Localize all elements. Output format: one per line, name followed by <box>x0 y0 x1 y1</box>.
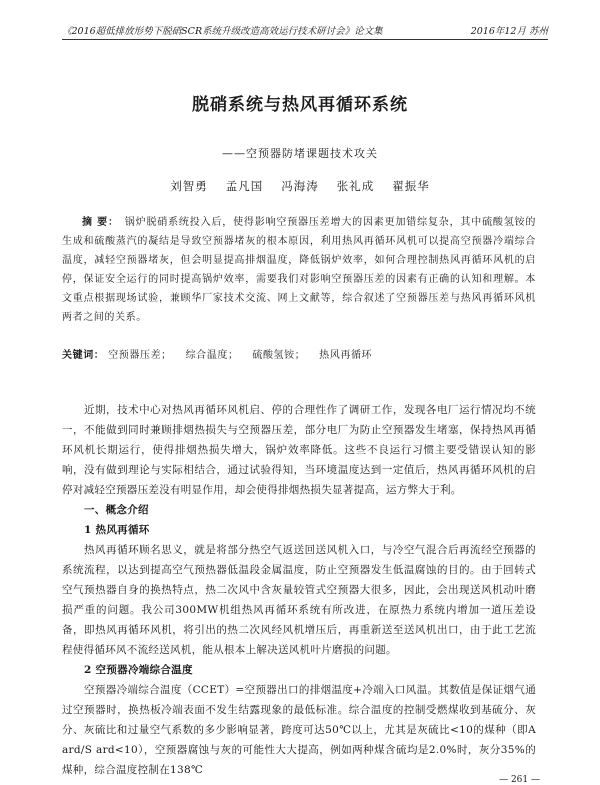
abstract <box>62 213 536 327</box>
author-list <box>0 178 600 194</box>
intro-paragraph: 近期，技术中心对热风再循环风机启、停的合理性作了调研工作，发现各电厂运行情况均不统一，不能做到同时兼顾排烟热损失与空预器压差，部分电厂为防止空预器发生堵塞，保持热风再循环风机长期运行，使得排烟热损失增大，锅炉效率降低。这些不良运行习惯主要受错误认知的影响，没有做到理论与实际相结合，通过试验得知，当环境温度达到一定值后，热风再循环风机的启停对减轻空预器压差没有明显作用，却会使得排烟热损失显著提高，运方弊大于利。 <box>62 404 536 496</box>
section-heading: 一、概念介绍 <box>84 504 149 516</box>
paper-title: 脱硝系统与热风再循环系统 <box>192 95 408 115</box>
subsection-heading: 2 空预器冷端综合温度 <box>84 664 193 676</box>
keyword: 硫酸氢铵； <box>252 350 306 361</box>
subsection-heading: 1 热风再循环 <box>84 524 150 536</box>
author: 翟振华 <box>392 179 430 193</box>
header-proceedings-title: 《2016超低排放形势下脱硝SCR系统升级改造高效运行技术研讨会》论文集 <box>62 26 383 37</box>
paragraph: 空预器冷端综合温度（CCET）=空预器出口的排烟温度+冷端入口风温。其数值是保证烟气通过空预器时，换热板冷端表面不发生结露现象的最低标准。综合温度的控制受燃煤收到基硫分、灰分、灰硫比和过量空气系数的多少影响显著，跨度可达50℃以上，尤其是灰硫比<10的煤种（即A ard/S ard<10），空预器腐蚀与灰的可能性大大提高，例如两种煤含硫均是2.0%时，灰分35%的煤种，综合温度控制在138℃ <box>62 684 536 776</box>
author: 孟凡国 <box>225 179 264 193</box>
body-text <box>62 400 536 780</box>
abstract-text: 锅炉脱硝系统投入后，使得影响空预器压差增大的因素更加错综复杂，其中硫酸氢铵的生成和硫酸蒸汽的凝结是导致空预器堵灰的根本原因，利用热风再循环风机可以提高空预器冷端综合温度，减轻空预器堵灰，但会明显提高排烟温度，降低锅炉效率，如何合理控制热风再循环风机的启停，保证安全运行的同时提高锅炉效率，需要我们对影响空预器压差的因素有正确的认知和理解。本文重点根据现场试验，兼顾华厂家技术交流、网上文献等，综合叙述了空预器压差与热风再循环风机两者之间的关系。 <box>62 217 536 323</box>
author: 张礼成 <box>336 179 375 193</box>
paragraph: 热风再循环顾名思义，就是将部分热空气返送回送风机入口，与冷空气混合后再流经空预器的系统流程，以达到提高空气预热器低温段金属温度，防止空预器发生低温腐蚀的目的。由于回转式空气预热器自身的换热特点，热二次风中含灰量较管式空预器大很多，因此，会出现送风机动叶磨损严重的问题。我公司300MW机组热风再循环系统有所改进，在原热力系统内增加一道压差设备，即热风再循环风机，将引出的热二次风经风机增压后，再重新送至送风机出口，由于此工艺流程使得循环风不流经送风机，能从根本上解决送风机叶片磨损的问题。 <box>62 544 536 656</box>
author: 冯海涛 <box>281 179 319 193</box>
author: 刘智勇 <box>170 179 208 193</box>
keywords-label: 关键词： <box>62 350 105 361</box>
keyword: 空预器压差； <box>108 350 172 361</box>
header-date-location: 2016年12月 苏州 <box>470 26 548 37</box>
abstract-label: 摘 要： <box>82 217 119 228</box>
page-number: — 261 — <box>499 775 540 785</box>
keyword: 综合温度； <box>185 350 239 361</box>
keyword: 热风再循环 <box>319 350 373 361</box>
paper-subtitle: ——空预器防堵课题技术攻关 <box>222 147 378 160</box>
keywords <box>62 346 536 361</box>
running-header <box>62 20 548 40</box>
